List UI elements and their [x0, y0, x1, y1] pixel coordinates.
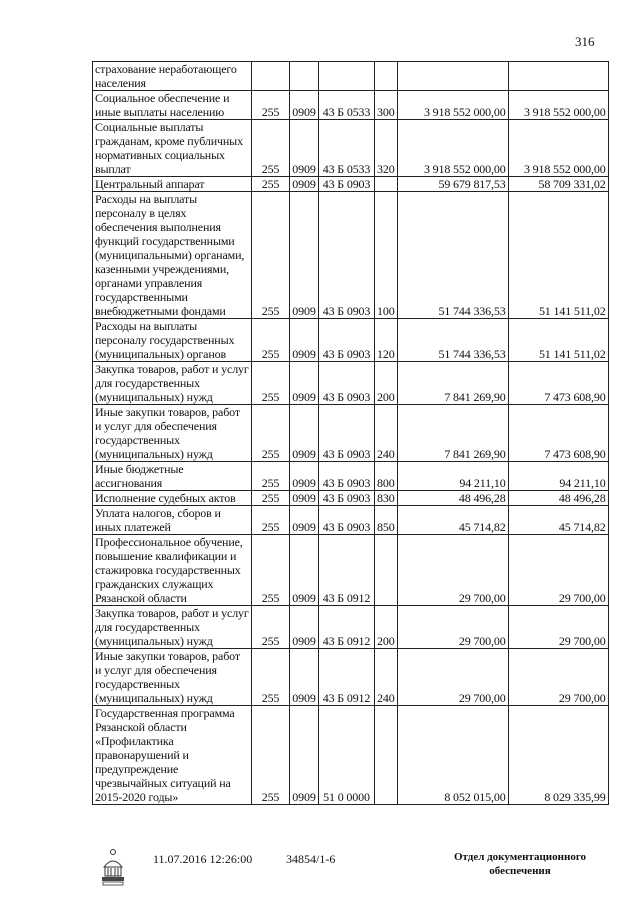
row-name-cell: Иные закупки товаров, работ и услуг для обеспечения государственных (муниципальных) нужд	[93, 649, 252, 706]
row-vr-cell: 320	[375, 120, 398, 177]
table-row	[93, 177, 609, 192]
row-sum-2016-cell: 7 841 269,90	[397, 362, 508, 405]
row-vedom-cell: 255	[252, 177, 290, 192]
row-csr-cell: 43 Б 0903	[319, 506, 375, 535]
row-vedom-cell: 255	[252, 362, 290, 405]
row-razdel-cell: 0909	[290, 177, 319, 192]
footer-department-line1: Отдел документационного	[453, 851, 587, 863]
footer-department-line2: обеспечения	[489, 865, 551, 877]
row-vr-cell: 240	[375, 405, 398, 462]
row-sum-2017-cell: 7 473 608,90	[508, 362, 608, 405]
row-sum-2017-cell: 51 141 511,02	[508, 319, 608, 362]
row-sum-2016-cell: 48 496,28	[397, 491, 508, 506]
row-csr-cell: 43 Б 0912	[319, 649, 375, 706]
row-csr-cell	[319, 62, 375, 91]
footer-datetime: 11.07.2016 12:26:00	[153, 852, 253, 866]
row-vedom-cell: 255	[252, 649, 290, 706]
row-name-cell: Иные закупки товаров, работ и услуг для обеспечения государственных (муниципальных) нужд	[93, 405, 252, 462]
row-name-cell: Социальные выплаты гражданам, кроме публичных нормативных социальных выплат	[93, 120, 252, 177]
row-sum-2017-cell: 48 496,28	[508, 491, 608, 506]
row-name-cell: страхование неработающего населения	[93, 62, 252, 91]
table-row	[93, 62, 609, 91]
row-sum-2016-cell: 51 744 336,53	[397, 319, 508, 362]
row-name-cell: Центральный аппарат	[93, 177, 252, 192]
row-sum-2017-cell: 8 029 335,99	[508, 706, 608, 805]
row-sum-2017-cell: 94 211,10	[508, 462, 608, 491]
row-csr-cell: 51 0 0000	[319, 706, 375, 805]
row-razdel-cell: 0909	[290, 120, 319, 177]
row-vr-cell: 200	[375, 362, 398, 405]
table-row	[93, 192, 609, 319]
table-row	[93, 706, 609, 805]
row-razdel-cell: 0909	[290, 192, 319, 319]
table-row	[93, 491, 609, 506]
row-vr-cell: 850	[375, 506, 398, 535]
row-csr-cell: 43 Б 0903	[319, 192, 375, 319]
row-sum-2016-cell: 59 679 817,53	[397, 177, 508, 192]
table-row	[93, 362, 609, 405]
row-razdel-cell: 0909	[290, 405, 319, 462]
row-razdel-cell: 0909	[290, 462, 319, 491]
table-row	[93, 649, 609, 706]
table-row	[93, 462, 609, 491]
row-csr-cell: 43 Б 0903	[319, 462, 375, 491]
row-razdel-cell: 0909	[290, 362, 319, 405]
row-razdel-cell: 0909	[290, 506, 319, 535]
row-vedom-cell	[252, 62, 290, 91]
row-vedom-cell: 255	[252, 319, 290, 362]
row-razdel-cell: 0909	[290, 319, 319, 362]
row-csr-cell: 43 Б 0903	[319, 491, 375, 506]
table-row	[93, 91, 609, 120]
footer-doc-number: 34854/1-6	[286, 852, 336, 866]
row-name-cell: Закупка товаров, работ и услуг для государственных (муниципальных) нужд	[93, 606, 252, 649]
row-vr-cell	[375, 177, 398, 192]
row-vr-cell: 120	[375, 319, 398, 362]
row-sum-2017-cell: 3 918 552 000,00	[508, 120, 608, 177]
budget-table	[92, 61, 609, 805]
row-vr-cell	[375, 62, 398, 91]
row-vedom-cell: 255	[252, 405, 290, 462]
row-vedom-cell: 255	[252, 120, 290, 177]
row-sum-2016-cell: 3 918 552 000,00	[397, 91, 508, 120]
row-vedom-cell: 255	[252, 506, 290, 535]
row-sum-2016-cell: 3 918 552 000,00	[397, 120, 508, 177]
row-vr-cell: 240	[375, 649, 398, 706]
page-number: 316	[575, 34, 595, 49]
row-vr-cell: 100	[375, 192, 398, 319]
row-sum-2016-cell: 29 700,00	[397, 606, 508, 649]
row-vedom-cell: 255	[252, 706, 290, 805]
row-sum-2016-cell: 51 744 336,53	[397, 192, 508, 319]
row-sum-2017-cell: 29 700,00	[508, 535, 608, 606]
row-name-cell: Государственная программа Рязанской области «Профилактика правонарушений и предупреждение чрезвычайных ситуаций на 2015-2020 годы»	[93, 706, 252, 805]
row-razdel-cell: 0909	[290, 649, 319, 706]
table-row	[93, 606, 609, 649]
row-csr-cell: 43 Б 0903	[319, 362, 375, 405]
row-sum-2016-cell: 94 211,10	[397, 462, 508, 491]
row-name-cell: Исполнение судебных актов	[93, 491, 252, 506]
row-vr-cell	[375, 706, 398, 805]
row-sum-2016-cell: 29 700,00	[397, 649, 508, 706]
row-razdel-cell: 0909	[290, 535, 319, 606]
row-razdel-cell: 0909	[290, 491, 319, 506]
row-name-cell: Уплата налогов, сборов и иных платежей	[93, 506, 252, 535]
row-csr-cell: 43 Б 0903	[319, 405, 375, 462]
table-row	[93, 120, 609, 177]
row-sum-2017-cell: 58 709 331,02	[508, 177, 608, 192]
row-razdel-cell: 0909	[290, 706, 319, 805]
row-vr-cell	[375, 535, 398, 606]
row-vedom-cell: 255	[252, 491, 290, 506]
row-name-cell: Профессиональное обучение, повышение квалификации и стажировка государственных гражданских служащих Рязанской области	[93, 535, 252, 606]
row-vr-cell: 830	[375, 491, 398, 506]
row-name-cell: Расходы на выплаты персоналу государственных (муниципальных) органов	[93, 319, 252, 362]
row-name-cell: Закупка товаров, работ и услуг для государственных (муниципальных) нужд	[93, 362, 252, 405]
footer-department	[445, 850, 595, 878]
row-vr-cell: 300	[375, 91, 398, 120]
row-sum-2017-cell: 51 141 511,02	[508, 192, 608, 319]
row-razdel-cell: 0909	[290, 606, 319, 649]
row-vedom-cell: 255	[252, 535, 290, 606]
row-vedom-cell: 255	[252, 192, 290, 319]
row-sum-2016-cell: 29 700,00	[397, 535, 508, 606]
row-csr-cell: 43 Б 0912	[319, 535, 375, 606]
row-csr-cell: 43 Б 0533	[319, 91, 375, 120]
row-sum-2016-cell: 7 841 269,90	[397, 405, 508, 462]
row-sum-2017-cell	[508, 62, 608, 91]
row-csr-cell: 43 Б 0533	[319, 120, 375, 177]
row-sum-2017-cell: 45 714,82	[508, 506, 608, 535]
row-sum-2016-cell: 8 052 015,00	[397, 706, 508, 805]
row-sum-2017-cell: 3 918 552 000,00	[508, 91, 608, 120]
row-vr-cell: 200	[375, 606, 398, 649]
row-name-cell: Расходы на выплаты персоналу в целях обеспечения выполнения функций государственными (муниципальными) органами, казенными учреждениями, органами управления государственными внебюджетными фондами	[93, 192, 252, 319]
row-razdel-cell	[290, 62, 319, 91]
row-sum-2017-cell: 29 700,00	[508, 606, 608, 649]
row-vedom-cell: 255	[252, 462, 290, 491]
row-vedom-cell: 255	[252, 606, 290, 649]
table-row	[93, 535, 609, 606]
row-sum-2017-cell: 29 700,00	[508, 649, 608, 706]
duma-emblem-icon	[100, 847, 126, 887]
table-row	[93, 506, 609, 535]
row-csr-cell: 43 Б 0903	[319, 177, 375, 192]
row-razdel-cell: 0909	[290, 91, 319, 120]
row-vedom-cell: 255	[252, 91, 290, 120]
row-sum-2016-cell: 45 714,82	[397, 506, 508, 535]
row-name-cell: Иные бюджетные ассигнования	[93, 462, 252, 491]
row-sum-2016-cell	[397, 62, 508, 91]
row-csr-cell: 43 Б 0912	[319, 606, 375, 649]
row-sum-2017-cell: 7 473 608,90	[508, 405, 608, 462]
row-csr-cell: 43 Б 0903	[319, 319, 375, 362]
row-name-cell: Социальное обеспечение и иные выплаты населению	[93, 91, 252, 120]
row-vr-cell: 800	[375, 462, 398, 491]
table-row	[93, 405, 609, 462]
table-row	[93, 319, 609, 362]
